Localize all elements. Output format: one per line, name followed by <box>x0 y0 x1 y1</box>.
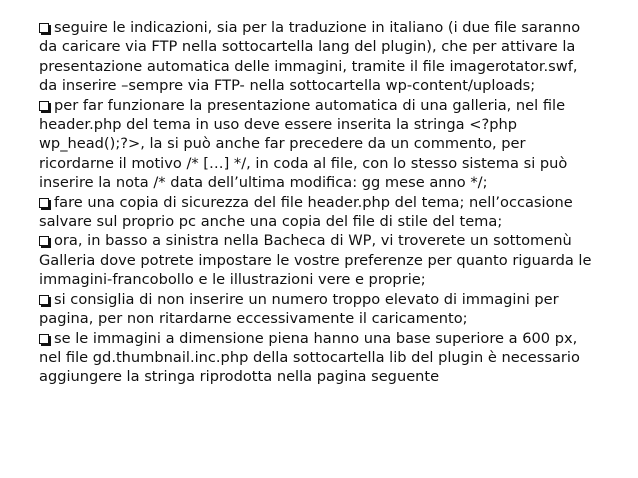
bullet-item-5 <box>39 290 599 329</box>
bullet-text: ora, in basso a sinistra nella Bacheca di WP, vi troverete un sottomenù Galleria dove potrete impostare le vostre preferenze per quanto riguarda le immagini-francobollo e le illustrazioni vere e proprie; <box>39 232 592 289</box>
square-bullet-icon <box>39 295 49 305</box>
bullet-item-4 <box>39 231 599 289</box>
square-bullet-icon <box>39 334 49 344</box>
bullet-text: seguire le indicazioni, sia per la traduzione in italiano (i due file saranno da caricare via FTP nella sottocartella lang del plugin), che per attivare la presentazione automatica delle immagini, tramite il file imagerotator.swf, da inserire –sempre via FTP- nella sottocartella wp-content/uploads; <box>39 19 581 95</box>
bullet-text: fare una copia di sicurezza del file header.php del tema; nell’occasione salvare sul proprio pc anche una copia del file di stile del tema; <box>39 193 573 231</box>
bullet-item-6 <box>39 329 599 387</box>
bullet-item-3 <box>39 193 599 232</box>
square-bullet-icon <box>39 198 49 208</box>
slide-body <box>39 18 599 387</box>
square-bullet-icon <box>39 23 49 33</box>
bullet-text: si consiglia di non inserire un numero troppo elevato di immagini per pagina, per non ritardarne eccessivamente il caricamento; <box>39 290 559 328</box>
bullet-text: per far funzionare la presentazione automatica di una galleria, nel file header.php del tema in uso deve essere inserita la stringa <?php wp_head();?>, la si può anche far precedere da un commento, per ricordarne il motivo /* […] */, in coda al file, con lo stesso sistema si può inserire la nota /* data dell’ultima modifica: gg mese anno */; <box>39 96 568 192</box>
square-bullet-icon <box>39 236 49 246</box>
square-bullet-icon <box>39 101 49 111</box>
bullet-item-2 <box>39 96 599 193</box>
bullet-text: se le immagini a dimensione piena hanno una base superiore a 600 px, nel file gd.thumbnail.inc.php della sottocartella lib del plugin è necessario aggiungere la stringa riprodotta nella pagina seguente <box>39 329 580 386</box>
bullet-item-1 <box>39 18 599 96</box>
